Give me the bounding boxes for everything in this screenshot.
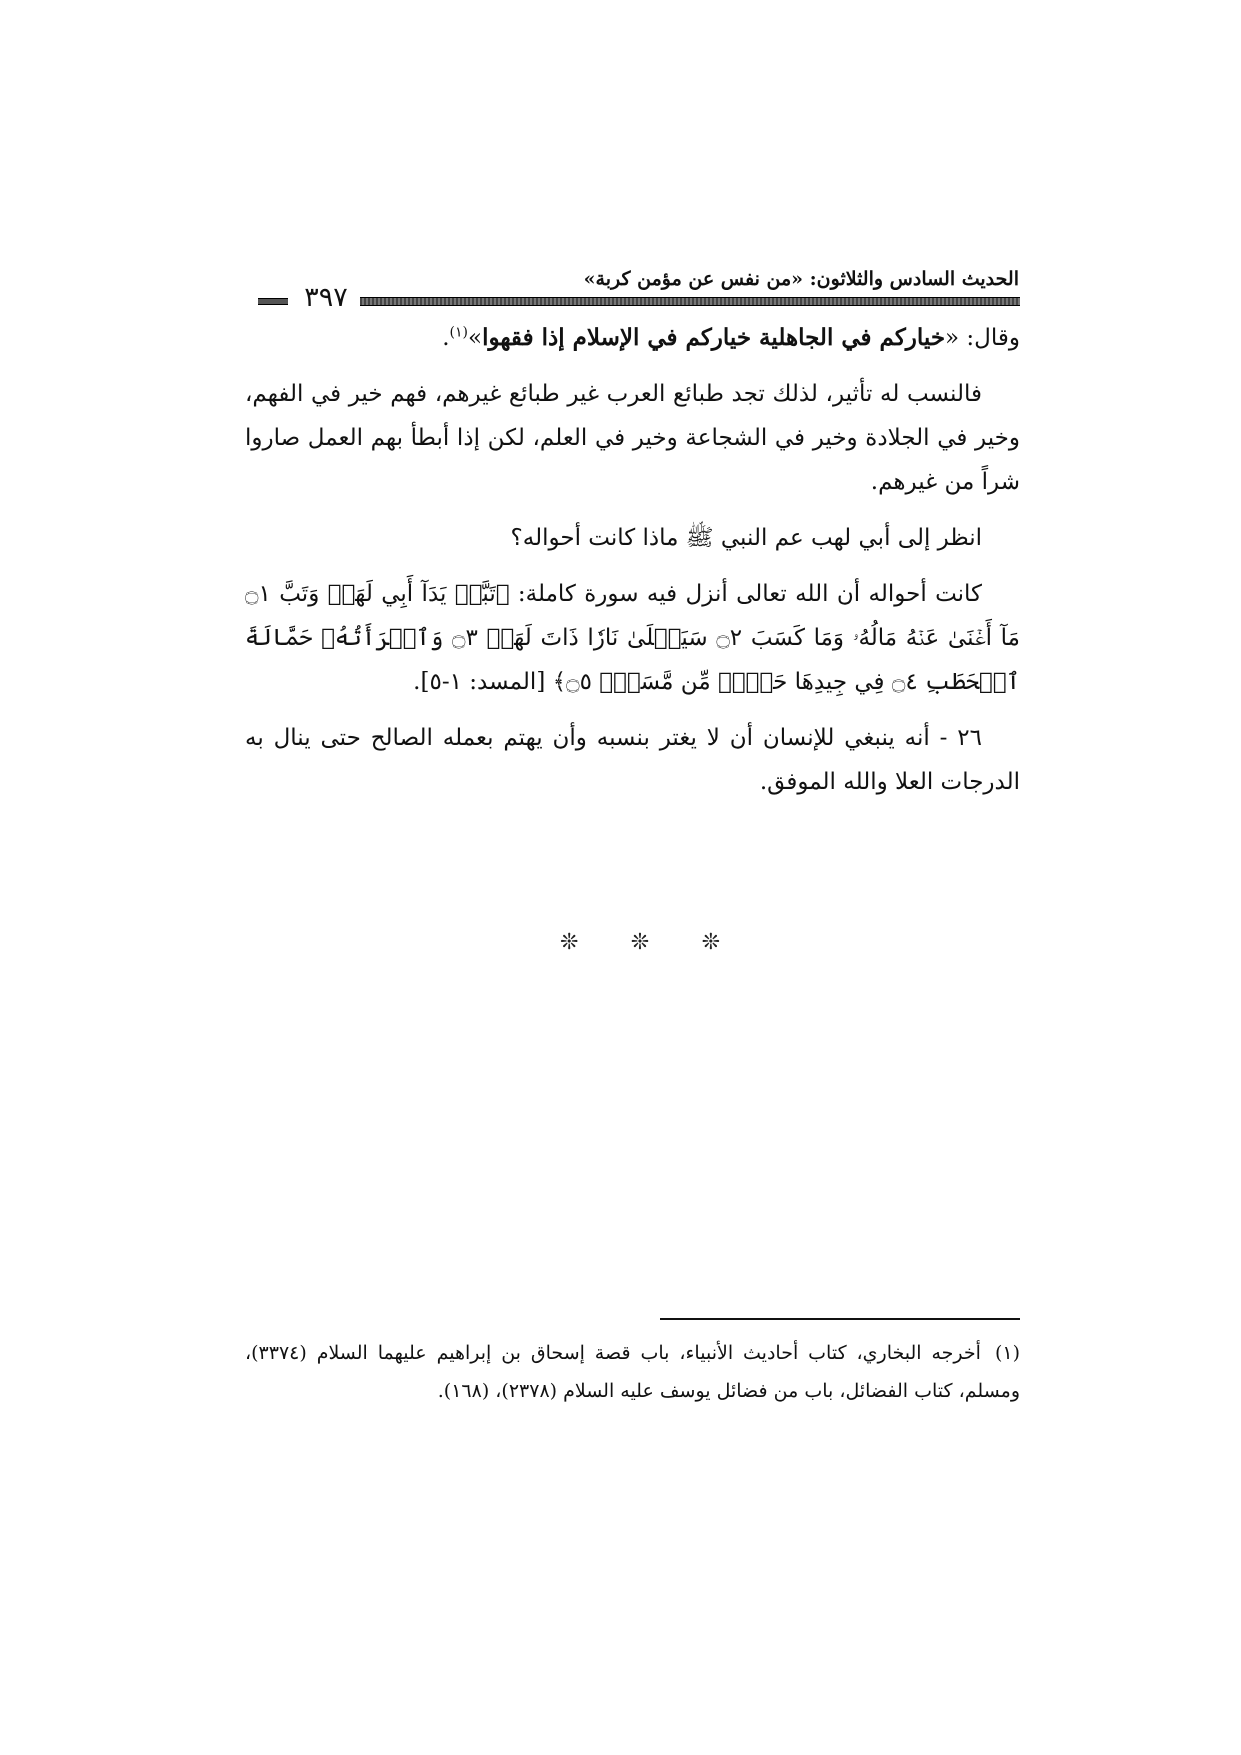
paragraph-surah xyxy=(245,572,1020,704)
footnote-text: أخرجه البخاري، كتاب أحاديث الأنبياء، باب قصة إسحاق بن إبراهيم عليهما السلام (٣٣٧٤)، ومسلم، كتاب الفضائل، باب من فضائل يوسف عليه السلام (٢٣٧٨)، (١٦٨). xyxy=(245,1342,1020,1402)
footnote-rule xyxy=(660,1318,1020,1320)
surah-lead: كانت أحواله أن الله تعالى أنزل فيه سورة كاملة: xyxy=(509,581,983,607)
paragraph-hadith-quote xyxy=(245,316,1020,360)
separator-star-icon: ❊ xyxy=(560,930,579,955)
paragraph-abu-lahab: انظر إلى أبي لهب عم النبي ﷺ ماذا كانت أحواله؟ xyxy=(510,525,982,551)
page-number: ٣٩٧ xyxy=(304,282,348,313)
footnote xyxy=(245,1334,1020,1410)
paragraph-point-26: ٢٦ - أنه ينبغي للإنسان أن لا يغتر بنسبه وأن يهتم بعمله الصالح حتى ينال به الدرجات العلا والله الموفق. xyxy=(245,725,1020,795)
running-header-title: الحديث السادس والثلاثون: «من نفس عن مؤمن كربة» xyxy=(583,268,1019,290)
quote-lead: وقال: « xyxy=(945,325,1020,351)
footnote-marker: (١) xyxy=(994,1342,1020,1364)
hadith-quote: خياركم في الجاهلية خياركم في الإسلام إذا فقهوا xyxy=(482,324,946,351)
surah-reference: [المسد: ١-٥]. xyxy=(413,669,553,695)
paragraph-lineage: فالنسب له تأثير، لذلك تجد طبائع العرب غير طبائع غيرهم، فهم خير في الفهم، وخير في الجلادة وخير في الشجاعة وخير في العلم، لكن إذا أبطأ بهم العمل صاروا شراً من غيرهم. xyxy=(245,381,1020,495)
footnote-ref[interactable]: (١) xyxy=(449,324,468,341)
body-text xyxy=(245,316,1020,816)
separator-star-icon: ❊ xyxy=(630,930,650,955)
separator-star-icon: ❊ xyxy=(701,930,720,955)
quote-close: » xyxy=(467,325,483,351)
section-separator xyxy=(560,930,720,955)
quote-end: . xyxy=(442,325,450,351)
header-rule-short xyxy=(258,298,288,305)
header-rule xyxy=(360,297,1020,306)
quran-verses: ﴿تَبَّتۡ يَدَآ أَبِي لَهَبٖ وَتَبَّ ۝١ مَآ أَغۡنَىٰ عَنۡهُ مَالُهُۥ وَمَا كَسَبَ ۝٢ سَيَصۡلَىٰ نَارٗا ذَاتَ لَهَبٖ ۝٣ وَٱمۡرَأَتُهُۥ حَمَّالَةَ ٱلۡحَطَبِ ۝٤ فِي جِيدِهَا حَبۡلٞ مِّن مَّسَدِۭ ۝٥﴾ xyxy=(245,581,1020,695)
